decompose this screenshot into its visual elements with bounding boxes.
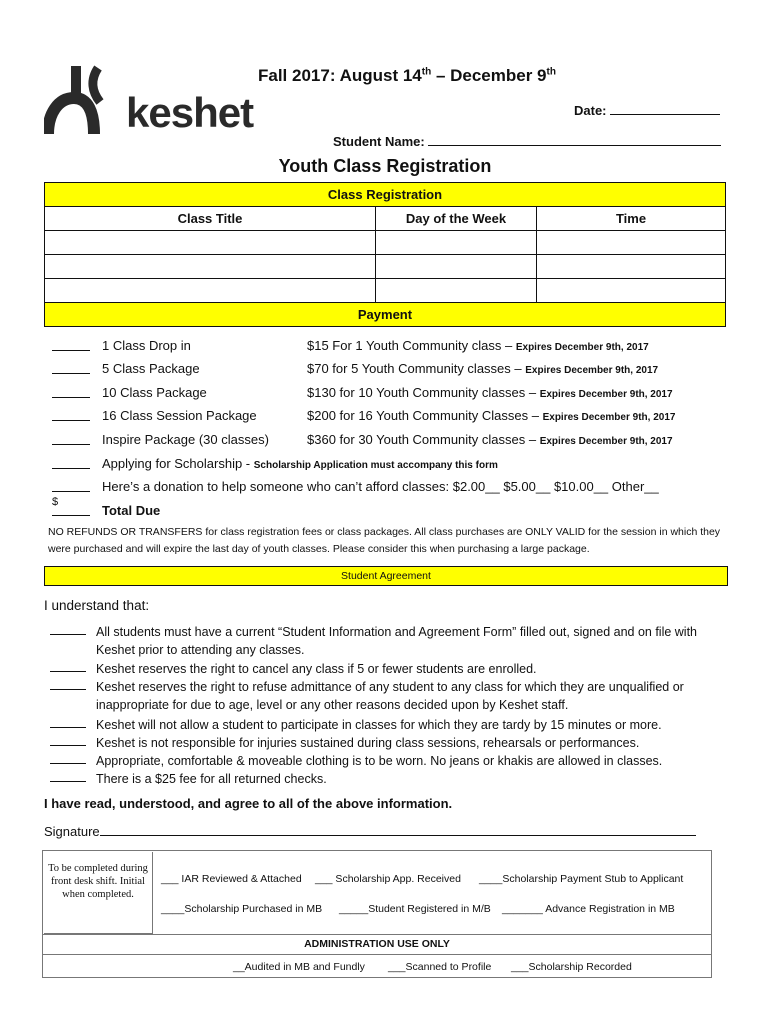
term-dates: Fall 2017: August 14th – December 9th [258, 66, 556, 85]
payment-label-1: 1 Class Drop in [102, 338, 191, 353]
payment-price-1: $15 For 1 Youth Community class – Expires December 9th, 2017 [307, 338, 649, 353]
front-desk-note: To be completed during front desk shift. Initial when completed. [44, 852, 153, 934]
payment-blank-5[interactable] [52, 432, 90, 448]
payment-blank-1[interactable] [52, 338, 90, 354]
admin-student-registered[interactable]: _____Student Registered in M/B [339, 903, 491, 915]
agreement-initial-blank[interactable] [50, 770, 86, 782]
agreement-intro: I understand that: [44, 598, 150, 613]
donation-line: Here’s a donation to help someone who can’t afford classes: $2.00__ $5.00__ $10.00__ Other__ [102, 479, 659, 494]
student-agreement-heading: Student Agreement [44, 566, 728, 586]
dollar-sign: $ [52, 496, 59, 508]
payment-blank-2[interactable] [52, 361, 90, 377]
class-registration-heading: Class Registration [45, 183, 726, 207]
admin-scholarship-recorded[interactable]: ___Scholarship Recorded [511, 961, 632, 973]
table-row[interactable] [45, 279, 726, 303]
scholarship-blank[interactable] [52, 456, 90, 472]
refund-policy-note: NO REFUNDS OR TRANSFERS for class registration fees or class packages. All class purchases are ONLY VALID for the session in which they were purchased and will expire the last day of youth classes. Please consider this when purchasing a large package. [48, 526, 721, 555]
admin-scholarship-purchased[interactable]: ____Scholarship Purchased in MB [161, 903, 323, 915]
admin-audited[interactable]: __Audited in MB and Fundly [233, 961, 365, 973]
agreement-initial-blank[interactable] [50, 716, 86, 728]
admin-iar-reviewed[interactable]: ___ IAR Reviewed & Attached [161, 873, 302, 885]
col-day-of-week: Day of the Week [376, 207, 537, 231]
payment-label-4: 16 Class Session Package [102, 408, 257, 423]
keshet-logo [44, 62, 254, 140]
agreement-initial-blank[interactable] [50, 660, 86, 672]
total-due-blank[interactable] [52, 503, 90, 519]
student-name-field[interactable]: Student Name: [333, 133, 721, 149]
admin-divider [43, 954, 711, 955]
donation-blank[interactable] [52, 479, 90, 495]
admin-scanned[interactable]: ___Scanned to Profile [388, 961, 492, 973]
col-class-title: Class Title [45, 207, 376, 231]
payment-price-4: $200 for 16 Youth Community Classes – Expires December 9th, 2017 [307, 408, 676, 423]
table-row[interactable] [45, 231, 726, 255]
table-row[interactable] [45, 255, 726, 279]
agreement-initial-blank[interactable] [50, 678, 86, 690]
admin-box [42, 850, 712, 978]
form-title: Youth Class Registration [278, 156, 492, 176]
payment-price-5: $360 for 30 Youth Community classes – Expires December 9th, 2017 [307, 432, 673, 447]
payment-label-2: 5 Class Package [102, 361, 200, 376]
payment-heading: Payment [45, 303, 726, 327]
payment-label-5: Inspire Package (30 classes) [102, 432, 269, 447]
payment-price-3: $130 for 10 Youth Community classes – Expires December 9th, 2017 [307, 385, 673, 400]
scholarship-line: Applying for Scholarship - Scholarship Application must accompany this form [102, 456, 498, 471]
total-due-label: Total Due [102, 503, 161, 518]
payment-blank-4[interactable] [52, 408, 90, 424]
date-field[interactable]: Date: [574, 102, 720, 118]
agreement-initial-blank[interactable] [50, 623, 86, 635]
keshet-mark-icon [44, 62, 124, 140]
admin-payment-stub[interactable]: ____Scholarship Payment Stub to Applicant [479, 873, 684, 885]
agreement-initial-blank[interactable] [50, 734, 86, 746]
admin-title: ADMINISTRATION USE ONLY [304, 938, 450, 950]
registration-table [44, 182, 726, 327]
admin-advance-registration[interactable]: _______ Advance Registration in MB [502, 903, 675, 915]
payment-blank-3[interactable] [52, 385, 90, 401]
agreement-statement: I have read, understood, and agree to all of the above information. [44, 796, 453, 811]
logo-wordmark: keshet [126, 89, 254, 136]
admin-divider [43, 934, 711, 935]
signature-field[interactable]: Signature [44, 824, 696, 839]
admin-scholarship-received[interactable]: ___ Scholarship App. Received [315, 873, 461, 885]
payment-label-3: 10 Class Package [102, 385, 207, 400]
agreement-initial-blank[interactable] [50, 752, 86, 764]
payment-price-2: $70 for 5 Youth Community classes – Expires December 9th, 2017 [307, 361, 659, 376]
col-time: Time [537, 207, 726, 231]
